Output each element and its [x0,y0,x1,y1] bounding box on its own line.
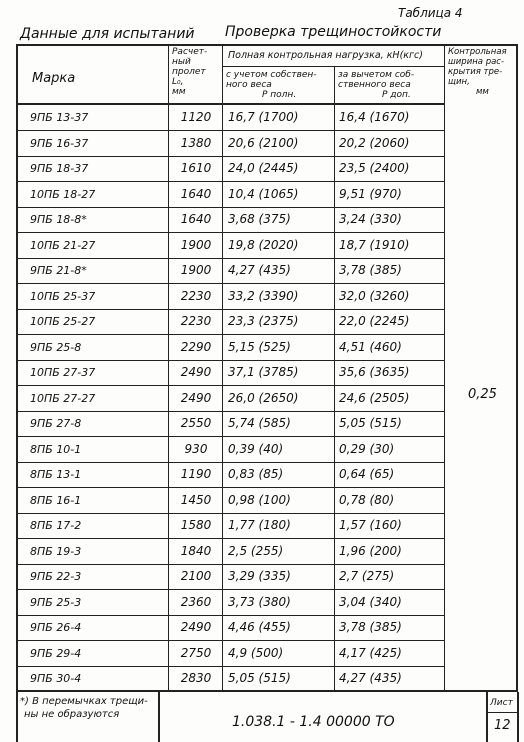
load-test-table [16,44,518,692]
load-without-own-weight: 5,05 (515) [339,416,402,430]
section-title-right: Проверка трещиностойкости [225,24,442,40]
load-with-own-weight: 19,8 (2020) [228,237,299,252]
beam-mark: 9ПБ 18-8* [30,213,87,226]
beam-mark: 10ПБ 27-27 [30,391,96,405]
load-without-own-weight: 3,78 (385) [339,263,402,277]
footnote-line-1: *) В перемычках трещи- [20,696,148,707]
table-row [16,131,518,157]
table-row [16,386,518,412]
span-length: 2100 [180,569,212,583]
sheet-number: 12 [494,718,511,733]
span-length: 1380 [180,135,212,150]
beam-mark: 9ПБ 16-37 [30,136,89,150]
table-caption: Таблица 4 [398,6,463,20]
load-without-own-weight: 9,51 (970) [339,186,402,201]
span-length: 1900 [180,237,212,252]
beam-mark: 9ПБ 21-8* [30,264,87,277]
beam-mark: 8ПБ 16-1 [30,493,82,507]
load-without-own-weight: 0,29 (30) [339,441,395,456]
table-row [16,411,518,437]
table-row [16,437,518,463]
load-without-own-weight: 3,04 (340) [339,594,402,609]
table-row [16,539,518,565]
table-row [16,590,518,616]
beam-mark: 8ПБ 19-3 [30,544,82,558]
span-length: 1900 [180,263,212,277]
load-without-own-weight: 16,4 (1670) [339,110,410,124]
load-with-own-weight: 20,6 (2100) [228,135,299,150]
table-row [16,641,518,667]
sheet-label: Лист [490,698,513,708]
table-row [16,564,518,590]
load-with-own-weight: 10,4 (1065) [228,186,299,201]
load-with-own-weight: 3,73 (380) [228,594,291,609]
load-with-own-weight: 3,68 (375) [228,212,291,226]
span-length: 1450 [180,492,212,507]
header-with-weight: с учетом собствен- ного веса Р полн. [226,70,317,100]
table-row [16,513,518,539]
table-row [16,258,518,284]
header-load-title: Полная контрольная нагрузка, кН(кгс) [228,50,423,61]
span-length: 1640 [180,186,212,201]
load-without-own-weight: 20,2 (2060) [339,135,410,150]
span-length: 2550 [180,416,212,430]
load-with-own-weight: 26,0 (2650) [228,390,299,405]
beam-mark: 10ПБ 21-27 [30,238,96,252]
table-row [16,462,518,488]
table-row [16,309,518,335]
section-title-left: Данные для испытаний [20,26,195,42]
span-length: 1190 [180,467,212,481]
header-mark: Марка [32,71,76,86]
table-row [16,105,518,131]
load-with-own-weight: 4,27 (435) [228,263,291,277]
load-without-own-weight: 32,0 (3260) [339,288,410,303]
load-without-own-weight: 1,57 (160) [339,518,402,532]
beam-mark: 10ПБ 25-27 [30,315,96,328]
load-without-own-weight: 24,6 (2505) [339,390,410,405]
beam-mark: 8ПБ 17-2 [30,519,82,532]
load-with-own-weight: 37,1 (3785) [228,365,299,379]
span-length: 930 [184,441,208,456]
load-with-own-weight: 2,5 (255) [228,543,284,558]
table-row [16,284,518,310]
span-length: 1580 [180,518,212,532]
beam-mark: 9ПБ 13-37 [30,111,89,124]
header-length: Расчет- ный пролет L₀, мм [172,47,208,97]
load-without-own-weight: 1,96 (200) [339,543,402,558]
header-crack-width: Контрольная ширина рас- крытия тре- щин, мм [448,47,507,97]
table-row [16,360,518,386]
beam-mark: 10ПБ 25-37 [30,289,96,303]
load-with-own-weight: 4,46 (455) [228,620,291,634]
table-row [16,233,518,259]
span-length: 1640 [180,212,212,226]
load-without-own-weight: 4,51 (460) [339,339,402,354]
load-without-own-weight: 0,64 (65) [339,467,395,481]
table-row [16,207,518,233]
load-without-own-weight: 0,78 (80) [339,492,395,507]
beam-mark: 10ПБ 18-27 [30,187,96,201]
span-length: 1610 [180,161,212,175]
load-with-own-weight: 33,2 (3390) [228,288,299,303]
table-row [16,488,518,514]
crack-width-value: 0,25 [468,387,497,402]
header-without-weight: за вычетом соб- ственного веса Р доп. [338,70,415,100]
load-with-own-weight: 16,7 (1700) [228,110,299,124]
load-with-own-weight: 0,39 (40) [228,441,284,456]
span-length: 2750 [180,645,212,660]
load-without-own-weight: 3,24 (330) [339,212,402,226]
load-with-own-weight: 24,0 (2445) [228,161,299,175]
span-length: 2490 [180,390,212,405]
table-row [16,156,518,182]
table-row [16,182,518,208]
document-code: 1.038.1 - 1.4 00000 ТО [232,714,395,730]
load-without-own-weight: 18,7 (1910) [339,237,410,252]
beam-mark: 9ПБ 29-4 [30,646,82,660]
load-with-own-weight: 4,9 (500) [228,645,284,660]
span-length: 1120 [180,110,212,124]
row-divider [16,691,444,692]
beam-mark: 9ПБ 25-3 [30,595,82,609]
beam-mark: 9ПБ 26-4 [30,621,82,634]
span-length: 2230 [180,288,212,303]
beam-mark: 9ПБ 30-4 [30,672,82,685]
load-without-own-weight: 23,5 (2400) [339,161,410,175]
span-length: 2230 [180,314,212,328]
beam-mark: 9ПБ 18-37 [30,162,89,175]
beam-mark: 9ПБ 27-8 [30,417,82,430]
load-without-own-weight: 2,7 (275) [339,569,395,583]
load-with-own-weight: 5,05 (515) [228,671,291,685]
load-with-own-weight: 5,74 (585) [228,416,291,430]
beam-mark: 10ПБ 27-37 [30,366,96,379]
table-row [16,666,518,692]
span-length: 2290 [180,339,212,354]
span-length: 2490 [180,620,212,634]
table-row [16,335,518,361]
span-length: 2360 [180,594,212,609]
beam-mark: 9ПБ 25-8 [30,340,82,354]
load-with-own-weight: 5,15 (525) [228,339,291,354]
load-without-own-weight: 4,17 (425) [339,645,402,660]
load-with-own-weight: 23,3 (2375) [228,314,299,328]
load-without-own-weight: 35,6 (3635) [339,365,410,379]
span-length: 2490 [180,365,212,379]
span-length: 1840 [180,543,212,558]
load-with-own-weight: 0,83 (85) [228,467,284,481]
load-with-own-weight: 1,77 (180) [228,518,291,532]
load-with-own-weight: 0,98 (100) [228,492,291,507]
table-row [16,615,518,641]
load-without-own-weight: 4,27 (435) [339,671,402,685]
load-without-own-weight: 3,78 (385) [339,620,402,634]
beam-mark: 9ПБ 22-3 [30,570,82,583]
load-without-own-weight: 22,0 (2245) [339,314,410,328]
beam-mark: 8ПБ 13-1 [30,468,82,481]
load-with-own-weight: 3,29 (335) [228,569,291,583]
footnote-line-2: ны не образуются [24,709,120,720]
beam-mark: 8ПБ 10-1 [30,442,82,456]
span-length: 2830 [180,671,212,685]
